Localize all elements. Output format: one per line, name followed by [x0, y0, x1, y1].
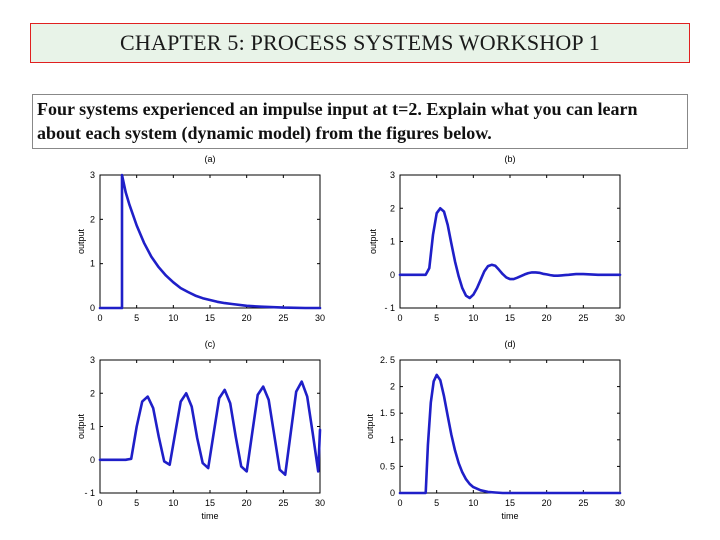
plot-frame-a: [100, 175, 320, 308]
x-tick-label-d: 5: [434, 498, 440, 508]
x-tick-label-c: 15: [204, 498, 216, 508]
plot-frame-c: [100, 360, 320, 493]
series-line-b: [400, 208, 620, 298]
x-tick-label-a: 30: [314, 313, 326, 323]
y-tick-label-d: 2. 5: [379, 355, 395, 365]
y-axis-label-c: output: [76, 413, 86, 440]
y-tick-label-d: 0: [389, 488, 395, 498]
x-tick-label-c: 25: [278, 498, 289, 508]
x-axis-label-c: time: [201, 511, 219, 521]
x-tick-label-c: 30: [314, 498, 326, 508]
x-tick-label-d: 30: [614, 498, 626, 508]
y-tick-label-d: 1: [389, 434, 395, 445]
y-tick-label-b: 2: [389, 203, 395, 214]
y-axis-label-b: output: [368, 228, 378, 255]
y-tick-label-b: - 1: [384, 303, 395, 313]
y-tick-label-c: 2: [89, 388, 95, 399]
x-tick-label-a: 25: [278, 313, 289, 323]
x-tick-label-c: 0: [97, 498, 103, 508]
y-tick-label-c: - 1: [84, 488, 95, 498]
y-tick-label-c: 1: [89, 421, 95, 432]
x-tick-label-d: 25: [578, 498, 589, 508]
x-tick-label-c: 20: [241, 498, 252, 508]
x-axis-label-d: time: [501, 511, 519, 521]
x-tick-label-a: 10: [168, 313, 179, 323]
y-tick-label-b: 0: [389, 269, 395, 280]
x-tick-label-d: 20: [541, 498, 552, 508]
series-line-a: [100, 175, 320, 308]
y-tick-label-d: 2: [389, 381, 395, 392]
y-axis-label-d: output: [365, 413, 375, 440]
x-tick-label-b: 10: [468, 313, 479, 323]
chart-title-d: (d): [504, 339, 516, 349]
series-line-c: [100, 382, 320, 475]
y-tick-label-a: 3: [89, 170, 95, 180]
y-tick-label-d: 0. 5: [379, 461, 395, 472]
series-line-d: [400, 375, 620, 493]
y-tick-label-c: 3: [89, 355, 95, 365]
y-tick-label-c: 0: [89, 454, 95, 465]
chart-title-a: (a): [204, 154, 216, 164]
y-tick-label-d: 1. 5: [379, 408, 395, 419]
x-tick-label-c: 5: [134, 498, 140, 508]
x-tick-label-b: 15: [504, 313, 516, 323]
y-tick-label-b: 1: [389, 236, 395, 247]
x-tick-label-c: 10: [168, 498, 179, 508]
x-tick-label-b: 20: [541, 313, 552, 323]
x-tick-label-d: 0: [397, 498, 403, 508]
x-tick-label-d: 15: [504, 498, 516, 508]
x-tick-label-b: 25: [578, 313, 589, 323]
y-tick-label-a: 1: [89, 258, 95, 269]
y-tick-label-b: 3: [389, 170, 395, 180]
chart-title-c: (c): [204, 339, 216, 349]
x-tick-label-b: 5: [434, 313, 440, 323]
question-text: Four systems experienced an impulse input at t=2. Explain what you can learn about each system (dynamic model) from the figures below.: [37, 99, 638, 143]
x-tick-label-d: 10: [468, 498, 479, 508]
x-tick-label-a: 15: [204, 313, 216, 323]
x-tick-label-b: 30: [614, 313, 626, 323]
x-tick-label-a: 0: [97, 313, 103, 323]
y-tick-label-a: 0: [89, 303, 95, 313]
x-tick-label-a: 20: [241, 313, 252, 323]
y-axis-label-a: output: [76, 228, 86, 255]
x-tick-label-b: 0: [397, 313, 403, 323]
x-tick-label-a: 5: [134, 313, 140, 323]
chart-title-b: (b): [504, 154, 516, 164]
y-tick-label-a: 2: [89, 214, 95, 225]
workshop-title: CHAPTER 5: PROCESS SYSTEMS WORKSHOP 1: [120, 30, 600, 55]
